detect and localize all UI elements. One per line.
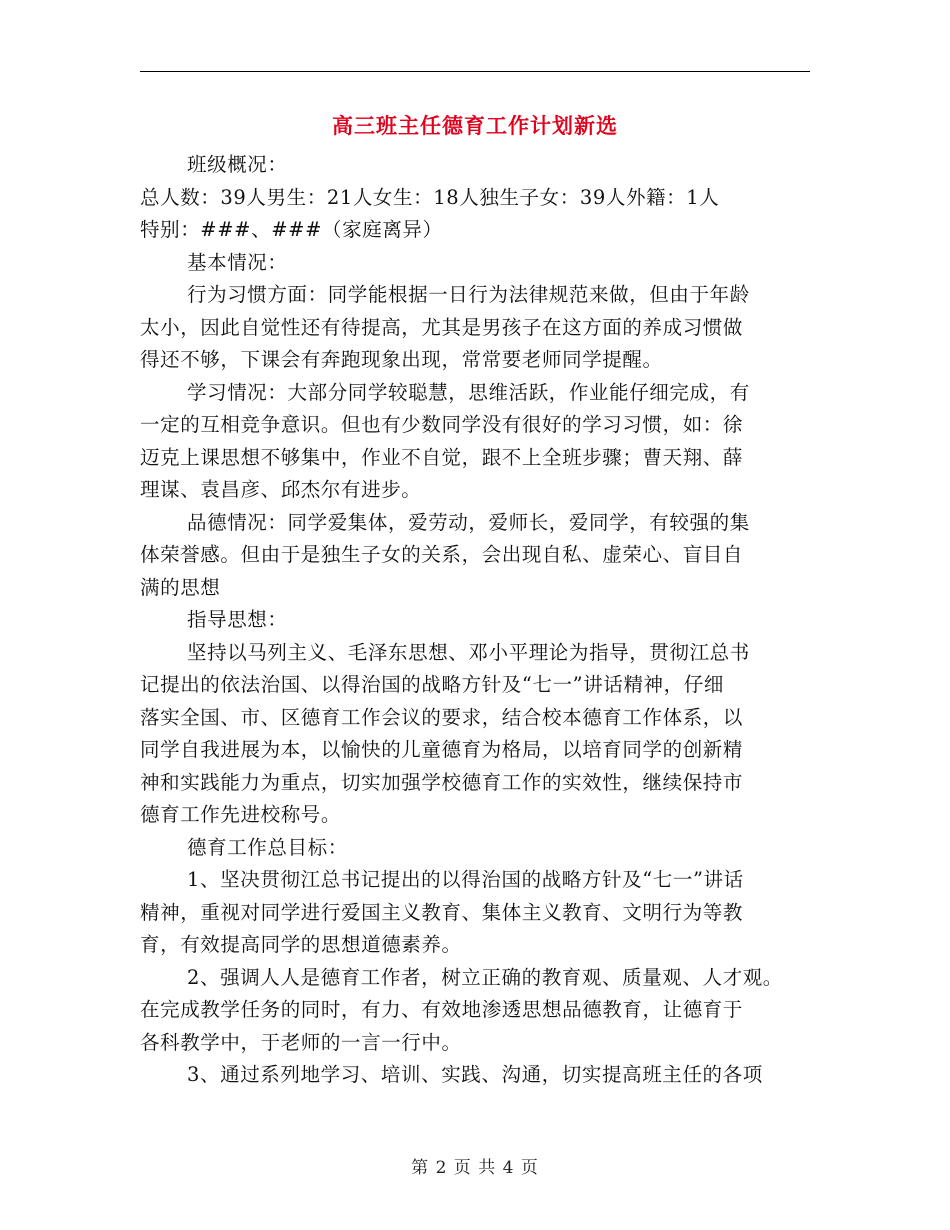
body-line: 一定的互相竞争意识。但也有少数同学没有很好的学习习惯，如：徐 [140, 413, 744, 436]
body-line: 记提出的依法治国、以得治国的战略方针及“七一”讲话精神，仔细 [140, 673, 724, 696]
body-line: 特别：###、###（家庭离异） [140, 218, 443, 241]
body-line: 品德情况：同学爱集体，爱劳动，爱师长，爱同学，有较强的集 [187, 510, 750, 534]
body-line: 神和实践能力为重点，切实加强学校德育工作的实效性，继续保持市 [140, 770, 744, 794]
body-line: 迈克上课思想不够集中，作业不自觉，跟不上全班步骤；曹天翔、薛 [140, 445, 744, 469]
body-line: 太小，因此自觉性还有待提高，尤其是男孩子在这方面的养成习惯做 [140, 315, 744, 339]
body-line: 同学自我进展为本，以愉快的儿童德育为格局，以培育同学的创新精 [140, 738, 744, 761]
body-line: 落实全国、市、区德育工作会议的要求，结合校本德育工作体系，以 [140, 705, 744, 729]
body-line: 总人数：39人男生：21人女生：18人独生子女：39人外籍：1人 [140, 185, 720, 209]
body-line: 精神，重视对同学进行爱国主义教育、集体主义教育、文明行为等教 [140, 900, 744, 924]
document-body [140, 149, 820, 1092]
body-line: 理谋、袁昌彦、邱杰尔有进步。 [140, 478, 422, 501]
section-heading-basic-situation: 基本情况： [187, 250, 288, 274]
body-line: 满的思想 [140, 575, 221, 599]
body-line: 2、强调人人是德育工作者，树立正确的教育观、质量观、人才观。 [187, 965, 783, 989]
body-line: 学习情况：大部分同学较聪慧，思维活跃，作业能仔细完成，有 [187, 380, 750, 404]
body-line: 在完成教学任务的同时，有力、有效地渗透思想品德教育，让德育于 [140, 998, 744, 1021]
document-title: 高三班主任德育工作计划新选 [332, 114, 618, 138]
page-number-footer: 第 2 页 共 4 页 [411, 1158, 539, 1178]
section-heading-class-overview: 班级概况： [187, 153, 288, 176]
body-line: 坚持以马列主义、毛泽东思想、邓小平理论为指导，贯彻江总书 [187, 640, 750, 664]
body-line: 德育工作先进校称号。 [140, 803, 342, 826]
body-line: 体荣誉感。但由于是独生子女的关系，会出现自私、虚荣心、盲目自 [140, 543, 744, 566]
section-heading-guiding-ideology: 指导思想： [187, 608, 288, 631]
body-line: 3、通过系列地学习、培训、实践、沟通，切实提高班主任的各项 [187, 1063, 763, 1086]
body-line: 行为习惯方面：同学能根据一日行为法律规范来做，但由于年龄 [187, 283, 750, 306]
body-line: 得还不够，下课会有奔跑现象出现，常常要老师同学提醒。 [140, 348, 663, 371]
body-line: 1、坚决贯彻江总书记提出的以得治国的战略方针及“七一”讲话 [187, 868, 744, 891]
section-heading-overall-goals: 德育工作总目标： [187, 835, 348, 859]
body-line: 各科教学中，于老师的一言一行中。 [140, 1030, 462, 1054]
header-rule [140, 71, 810, 72]
body-line: 育，有效提高同学的思想道德素养。 [140, 933, 462, 956]
